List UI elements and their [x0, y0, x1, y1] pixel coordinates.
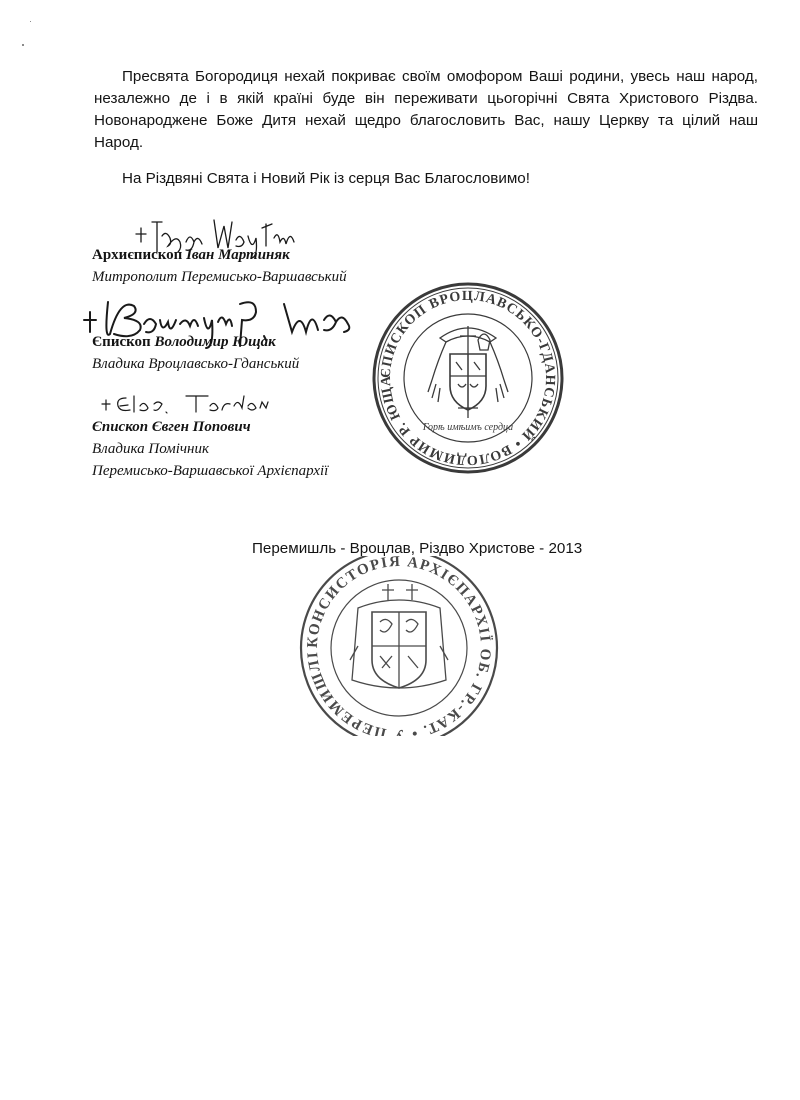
signatory-3-title: Владика Помічник: [92, 441, 209, 457]
signatory-1-title: Митрополит Перемисько-Варшавський: [92, 269, 347, 285]
signatory-2-rank: Єпископ: [92, 334, 151, 350]
signatory-1-rank: Архиєпископ: [92, 247, 183, 263]
svg-text:КОНСИСТОРІЯ АРХІЄПАРХІЇ ОБ. ГР: КОНСИСТОРІЯ АРХІЄПАРХІЇ ОБ. ГР.-КАТ. • У ПЕРЕМИШЛІ: [304, 556, 494, 736]
signatory-1-name-line: [92, 244, 347, 266]
signatory-3-rank: Єпископ: [92, 419, 149, 435]
signatory-2: [92, 331, 299, 375]
greeting-paragraph: Пресвята Богородиця нехай покриває своїм омофором Ваші родини, увесь наш народ, незалежно де і в якій країні буде він переживати цьогорічні Свята Христового Різдва. Новонароджене Боже Дитя нехай щедро благословить Вас, нашу Церкву та цілий наш Народ.: [94, 68, 758, 151]
scan-speck: [30, 21, 31, 22]
signatory-2-name: Володимир Ющак: [154, 334, 276, 350]
signatory-1: [92, 244, 347, 288]
blessing-paragraph: На Різдвяні Свята і Новий Рік із серця Вас Благословимо!: [122, 170, 530, 187]
scan-speck: [22, 44, 24, 46]
signatory-2-name-line: [92, 331, 299, 353]
signatory-3-name: Євген Попович: [151, 419, 251, 435]
letter-body: [94, 66, 758, 190]
seal-motto: Горѣ имѣимъ сердца: [422, 422, 514, 433]
signatory-3: [92, 416, 328, 482]
svg-text:ЄПИСКОП ВРОЦЛАВСЬКО-ГДАНСЬКИЙ: ЄПИСКОП ВРОЦЛАВСЬКО-ГДАНСЬКИЙ • ВОЛОДИМИР Р. ЮЩА: [378, 288, 558, 468]
episcopal-seal-stamp: [370, 280, 566, 481]
place-and-date: Перемишль - Вроцлав, Різдво Христове - 2013: [252, 540, 583, 557]
signatory-1-name: Іван Мартиняк: [186, 247, 290, 263]
signatory-3-name-line: [92, 416, 328, 438]
consistory-seal-stamp: [296, 556, 502, 741]
signatory-3-title-2: Перемисько-Варшавської Архієпархії: [92, 463, 329, 479]
signatory-2-title: Владика Вроцлавсько-Гданський: [92, 356, 300, 372]
